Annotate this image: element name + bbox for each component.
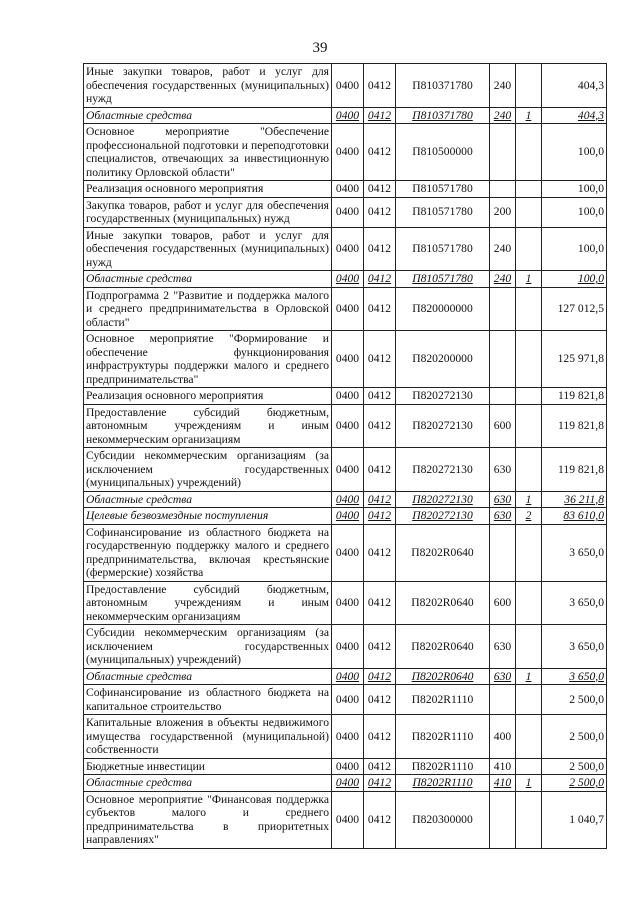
row-section-cell: 0400 (332, 107, 364, 124)
row-name-cell: Предоставление субсидий бюджетным, автономным учреждениям и иным некоммерческим организациям (84, 404, 332, 448)
row-target-article-cell: П8202R1110 (396, 758, 490, 775)
table-row (84, 524, 607, 581)
row-expense-type-cell: 600 (490, 404, 516, 448)
row-target-article-cell: П820272130 (396, 491, 490, 508)
table-row (84, 791, 607, 848)
row-expense-type-cell: 240 (490, 64, 516, 108)
row-funding-source-cell (516, 524, 542, 581)
row-expense-type-cell (490, 524, 516, 581)
row-target-article-cell: П820272130 (396, 448, 490, 492)
row-funding-source-cell (516, 287, 542, 331)
table-row (84, 581, 607, 625)
row-subsection-cell: 0412 (364, 197, 396, 227)
row-target-article-cell: П810571780 (396, 227, 490, 271)
table-row (84, 331, 607, 388)
row-subsection-cell: 0412 (364, 685, 396, 715)
row-expense-type-cell: 600 (490, 581, 516, 625)
row-expense-type-cell (490, 181, 516, 198)
row-expense-type-cell: 630 (490, 448, 516, 492)
table-row (84, 271, 607, 288)
row-name-cell: Подпрограмма 2 "Развитие и поддержка малого и среднего предпринимательства в Орловской области" (84, 287, 332, 331)
row-subsection-cell: 0412 (364, 181, 396, 198)
row-amount-cell: 3 650,0 (542, 668, 607, 685)
row-section-cell: 0400 (332, 227, 364, 271)
row-funding-source-cell: 2 (516, 508, 542, 525)
row-expense-type-cell: 630 (490, 508, 516, 525)
row-subsection-cell: 0412 (364, 227, 396, 271)
row-expense-type-cell (490, 287, 516, 331)
row-amount-cell: 119 821,8 (542, 404, 607, 448)
row-section-cell: 0400 (332, 404, 364, 448)
row-section-cell: 0400 (332, 524, 364, 581)
row-section-cell: 0400 (332, 758, 364, 775)
row-amount-cell: 119 821,8 (542, 448, 607, 492)
row-expense-type-cell (490, 388, 516, 405)
row-name-cell: Бюджетные инвестиции (84, 758, 332, 775)
row-subsection-cell: 0412 (364, 107, 396, 124)
row-funding-source-cell (516, 124, 542, 181)
row-subsection-cell: 0412 (364, 124, 396, 181)
table-row (84, 758, 607, 775)
row-target-article-cell: П8202R0640 (396, 581, 490, 625)
row-amount-cell: 127 012,5 (542, 287, 607, 331)
row-subsection-cell: 0412 (364, 448, 396, 492)
table-body (84, 64, 607, 849)
table-row (84, 107, 607, 124)
row-name-cell: Областные средства (84, 271, 332, 288)
row-expense-type-cell (490, 791, 516, 848)
row-target-article-cell: П820300000 (396, 791, 490, 848)
row-funding-source-cell (516, 758, 542, 775)
row-target-article-cell: П810571780 (396, 271, 490, 288)
row-section-cell: 0400 (332, 271, 364, 288)
row-subsection-cell: 0412 (364, 64, 396, 108)
row-expense-type-cell: 200 (490, 197, 516, 227)
row-amount-cell: 3 650,0 (542, 524, 607, 581)
row-amount-cell: 119 821,8 (542, 388, 607, 405)
row-target-article-cell: П8202R0640 (396, 625, 490, 669)
row-funding-source-cell: 1 (516, 271, 542, 288)
table-row (84, 64, 607, 108)
row-target-article-cell: П810500000 (396, 124, 490, 181)
row-subsection-cell: 0412 (364, 758, 396, 775)
row-subsection-cell: 0412 (364, 404, 396, 448)
row-expense-type-cell: 630 (490, 625, 516, 669)
row-funding-source-cell (516, 227, 542, 271)
table-row (84, 685, 607, 715)
row-name-cell: Целевые безвозмездные поступления (84, 508, 332, 525)
row-expense-type-cell: 410 (490, 758, 516, 775)
row-target-article-cell: П810371780 (396, 107, 490, 124)
row-section-cell: 0400 (332, 668, 364, 685)
row-section-cell: 0400 (332, 715, 364, 759)
table-row (84, 181, 607, 198)
row-name-cell: Предоставление субсидий бюджетным, автономным учреждениям и иным некоммерческим организациям (84, 581, 332, 625)
table-row (84, 491, 607, 508)
row-name-cell: Реализация основного мероприятия (84, 388, 332, 405)
table-row (84, 775, 607, 792)
row-name-cell: Иные закупки товаров, работ и услуг для обеспечения государственных (муниципальных) нужд (84, 227, 332, 271)
row-section-cell: 0400 (332, 625, 364, 669)
row-amount-cell: 3 650,0 (542, 625, 607, 669)
row-section-cell: 0400 (332, 388, 364, 405)
row-subsection-cell: 0412 (364, 524, 396, 581)
row-target-article-cell: П820272130 (396, 508, 490, 525)
row-amount-cell: 2 500,0 (542, 758, 607, 775)
row-amount-cell: 100,0 (542, 271, 607, 288)
row-funding-source-cell (516, 181, 542, 198)
row-expense-type-cell: 400 (490, 715, 516, 759)
table-row (84, 124, 607, 181)
row-name-cell: Закупка товаров, работ и услуг для обеспечения государственных (муниципальных) нужд (84, 197, 332, 227)
row-amount-cell: 100,0 (542, 181, 607, 198)
row-amount-cell: 2 500,0 (542, 685, 607, 715)
row-funding-source-cell (516, 388, 542, 405)
row-subsection-cell: 0412 (364, 388, 396, 405)
row-funding-source-cell: 1 (516, 491, 542, 508)
row-name-cell: Капитальные вложения в объекты недвижимого имущества государственной (муниципальной) собственности (84, 715, 332, 759)
table-row (84, 197, 607, 227)
row-name-cell: Субсидии некоммерческим организациям (за исключением государственных (муниципальных) учреждений) (84, 625, 332, 669)
table-row (84, 227, 607, 271)
row-name-cell: Субсидии некоммерческим организациям (за исключением государственных (муниципальных) учреждений) (84, 448, 332, 492)
row-name-cell: Областные средства (84, 107, 332, 124)
row-section-cell: 0400 (332, 181, 364, 198)
row-target-article-cell: П8202R0640 (396, 524, 490, 581)
row-name-cell: Софинансирование из областного бюджета на государственную поддержку малого и среднего предпринимательства, включая крестьянские (фермерские) хозяйства (84, 524, 332, 581)
page-number: 39 (312, 40, 328, 56)
row-funding-source-cell: 1 (516, 775, 542, 792)
table-row (84, 625, 607, 669)
row-funding-source-cell (516, 64, 542, 108)
row-section-cell: 0400 (332, 491, 364, 508)
row-section-cell: 0400 (332, 775, 364, 792)
row-name-cell: Областные средства (84, 668, 332, 685)
row-target-article-cell: П820272130 (396, 388, 490, 405)
row-expense-type-cell: 240 (490, 107, 516, 124)
row-subsection-cell: 0412 (364, 581, 396, 625)
row-subsection-cell: 0412 (364, 508, 396, 525)
table-row (84, 668, 607, 685)
table-row (84, 508, 607, 525)
row-target-article-cell: П810571780 (396, 181, 490, 198)
row-subsection-cell: 0412 (364, 331, 396, 388)
row-section-cell: 0400 (332, 197, 364, 227)
row-funding-source-cell (516, 197, 542, 227)
row-section-cell: 0400 (332, 124, 364, 181)
row-section-cell: 0400 (332, 581, 364, 625)
row-funding-source-cell (516, 715, 542, 759)
row-funding-source-cell: 1 (516, 668, 542, 685)
row-amount-cell: 125 971,8 (542, 331, 607, 388)
row-amount-cell: 404,3 (542, 64, 607, 108)
row-funding-source-cell (516, 791, 542, 848)
budget-table (83, 63, 607, 849)
row-name-cell: Областные средства (84, 775, 332, 792)
row-funding-source-cell (516, 331, 542, 388)
row-name-cell: Основное мероприятие "Обеспечение профессиональной подготовки и переподготовки специалистов, отвечающих за инвестиционную политику Орловской области" (84, 124, 332, 181)
table-row (84, 388, 607, 405)
row-target-article-cell: П820200000 (396, 331, 490, 388)
row-subsection-cell: 0412 (364, 791, 396, 848)
row-amount-cell: 36 211,8 (542, 491, 607, 508)
row-amount-cell: 3 650,0 (542, 581, 607, 625)
row-name-cell: Областные средства (84, 491, 332, 508)
row-name-cell: Иные закупки товаров, работ и услуг для обеспечения государственных (муниципальных) нужд (84, 64, 332, 108)
row-subsection-cell: 0412 (364, 625, 396, 669)
row-funding-source-cell (516, 404, 542, 448)
row-target-article-cell: П820000000 (396, 287, 490, 331)
row-subsection-cell: 0412 (364, 715, 396, 759)
row-subsection-cell: 0412 (364, 271, 396, 288)
table-row (84, 715, 607, 759)
row-amount-cell: 100,0 (542, 227, 607, 271)
row-funding-source-cell: 1 (516, 107, 542, 124)
row-section-cell: 0400 (332, 448, 364, 492)
row-target-article-cell: П810371780 (396, 64, 490, 108)
row-expense-type-cell (490, 685, 516, 715)
row-expense-type-cell: 240 (490, 227, 516, 271)
row-name-cell: Основное мероприятие "Формирование и обеспечение функционирования инфраструктуры поддержки малого и среднего предпринимательства" (84, 331, 332, 388)
table-row (84, 404, 607, 448)
row-target-article-cell: П8202R1110 (396, 775, 490, 792)
row-amount-cell: 404,3 (542, 107, 607, 124)
row-target-article-cell: П8202R0640 (396, 668, 490, 685)
row-target-article-cell: П8202R1110 (396, 685, 490, 715)
row-section-cell: 0400 (332, 791, 364, 848)
row-expense-type-cell (490, 331, 516, 388)
row-funding-source-cell (516, 581, 542, 625)
row-expense-type-cell (490, 124, 516, 181)
row-name-cell: Софинансирование из областного бюджета на капитальное строительство (84, 685, 332, 715)
table-row (84, 287, 607, 331)
row-target-article-cell: П810571780 (396, 197, 490, 227)
row-section-cell: 0400 (332, 685, 364, 715)
row-amount-cell: 83 610,0 (542, 508, 607, 525)
row-section-cell: 0400 (332, 287, 364, 331)
row-section-cell: 0400 (332, 64, 364, 108)
row-subsection-cell: 0412 (364, 668, 396, 685)
row-section-cell: 0400 (332, 508, 364, 525)
row-name-cell: Основное мероприятие "Финансовая поддержка субъектов малого и среднего предпринимательства в приоритетных направлениях" (84, 791, 332, 848)
row-expense-type-cell: 410 (490, 775, 516, 792)
row-subsection-cell: 0412 (364, 775, 396, 792)
row-funding-source-cell (516, 448, 542, 492)
row-subsection-cell: 0412 (364, 287, 396, 331)
row-subsection-cell: 0412 (364, 491, 396, 508)
row-funding-source-cell (516, 685, 542, 715)
row-target-article-cell: П8202R1110 (396, 715, 490, 759)
row-target-article-cell: П820272130 (396, 404, 490, 448)
row-expense-type-cell: 630 (490, 491, 516, 508)
row-amount-cell: 2 500,0 (542, 715, 607, 759)
row-amount-cell: 100,0 (542, 124, 607, 181)
row-expense-type-cell: 630 (490, 668, 516, 685)
row-section-cell: 0400 (332, 331, 364, 388)
row-funding-source-cell (516, 625, 542, 669)
table-row (84, 448, 607, 492)
row-name-cell: Реализация основного мероприятия (84, 181, 332, 198)
row-amount-cell: 100,0 (542, 197, 607, 227)
row-amount-cell: 2 500,0 (542, 775, 607, 792)
row-expense-type-cell: 240 (490, 271, 516, 288)
row-amount-cell: 1 040,7 (542, 791, 607, 848)
